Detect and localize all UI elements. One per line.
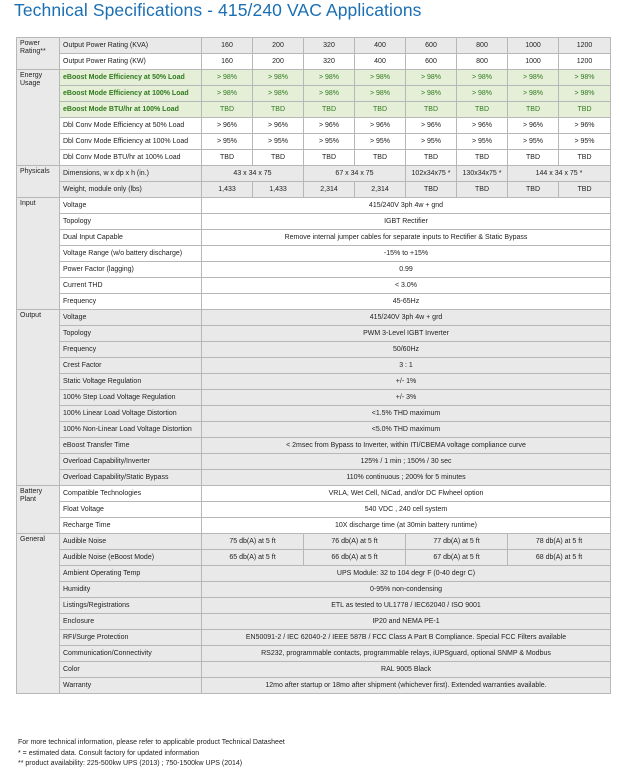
row-label: Voltage [60,198,202,214]
cell: 2,314 [304,182,355,198]
cell: TBD [508,182,559,198]
table-row [17,310,611,326]
spec-table [16,37,611,694]
cell: > 96% [355,118,406,134]
cell: TBD [202,150,253,166]
table-row [17,406,611,422]
row-label: Frequency [60,294,202,310]
cell: 800 [457,38,508,54]
cell: 160 [202,38,253,54]
cell: 800 [457,54,508,70]
cell: > 98% [355,70,406,86]
row-label: 100% Step Load Voltage Regulation [60,390,202,406]
cell: 65 db(A) at 5 ft [202,550,304,566]
row-label: eBoost Mode Efficiency at 100% Load [60,86,202,102]
table-row [17,246,611,262]
cell: 77 db(A) at 5 ft [406,534,508,550]
cell: 400 [355,54,406,70]
row-label: Power Factor (lagging) [60,262,202,278]
row-label: Voltage [60,310,202,326]
row-label: Frequency [60,342,202,358]
cell: 0-95% non-condensing [202,582,611,598]
cell: <1.5% THD maximum [202,406,611,422]
table-row [17,566,611,582]
table-row [17,550,611,566]
cell: > 95% [406,134,457,150]
row-label: Dual Input Capable [60,230,202,246]
section-battery: Battery Plant [17,486,60,534]
row-label: Color [60,662,202,678]
cell: 75 db(A) at 5 ft [202,534,304,550]
cell: 1200 [559,54,611,70]
cell: > 95% [304,134,355,150]
cell: 67 db(A) at 5 ft [406,550,508,566]
cell: > 96% [304,118,355,134]
row-label: Float Voltage [60,502,202,518]
cell: 1200 [559,38,611,54]
cell: > 98% [457,86,508,102]
cell: 160 [202,54,253,70]
cell: > 98% [559,86,611,102]
row-label: Ambient Operating Temp [60,566,202,582]
cell: 1000 [508,38,559,54]
table-row [17,390,611,406]
table-row [17,326,611,342]
table-row [17,662,611,678]
cell: IP20 and NEMA PE-1 [202,614,611,630]
table-row [17,470,611,486]
table-row [17,502,611,518]
table-row [17,646,611,662]
row-label: Current THD [60,278,202,294]
cell: 78 db(A) at 5 ft [508,534,611,550]
table-row [17,150,611,166]
cell: 320 [304,54,355,70]
row-label: Compatible Technologies [60,486,202,502]
table-row [17,486,611,502]
cell: > 98% [304,86,355,102]
cell: 125% / 1 min ; 150% / 30 sec [202,454,611,470]
cell: TBD [253,102,304,118]
row-label: Communication/Connectivity [60,646,202,662]
row-label: Audible Noise [60,534,202,550]
row-label: Overload Capability/Inverter [60,454,202,470]
cell: 1,433 [202,182,253,198]
cell: 320 [304,38,355,54]
cell: TBD [202,102,253,118]
cell: 1,433 [253,182,304,198]
cell: > 98% [202,70,253,86]
row-label: Weight, module only (lbs) [60,182,202,198]
section-general: General [17,534,60,694]
row-label: Static Voltage Regulation [60,374,202,390]
cell: > 96% [457,118,508,134]
table-row [17,86,611,102]
cell: RS232, programmable contacts, programmable relays, iUPSguard, optional SNMP & Modbus [202,646,611,662]
cell: TBD [406,150,457,166]
cell: > 95% [253,134,304,150]
cell: +/- 3% [202,390,611,406]
cell: 3 : 1 [202,358,611,374]
cell: RAL 9005 Black [202,662,611,678]
cell: <5.0% THD maximum [202,422,611,438]
row-label: Dbl Conv Mode BTU/hr at 100% Load [60,150,202,166]
row-label: Voltage Range (w/o battery discharge) [60,246,202,262]
cell: TBD [508,150,559,166]
cell: 540 VDC , 240 cell system [202,502,611,518]
cell: UPS Module: 32 to 104 degr F (0-40 degr C) [202,566,611,582]
table-row [17,38,611,54]
cell: < 2msec from Bypass to Inverter, within ITI/CBEMA voltage compliance curve [202,438,611,454]
cell: TBD [355,102,406,118]
table-row [17,518,611,534]
table-row [17,342,611,358]
cell: TBD [253,150,304,166]
table-row [17,118,611,134]
footnotes [18,738,285,770]
cell: 66 db(A) at 5 ft [304,550,406,566]
cell: -15% to +15% [202,246,611,262]
cell: TBD [457,150,508,166]
cell: EN50091-2 / IEC 62040-2 / IEEE 587B / FCC Class A Part B Compliance. Special FCC Filters available [202,630,611,646]
cell: > 98% [508,86,559,102]
row-label: Topology [60,326,202,342]
row-label: Crest Factor [60,358,202,374]
cell: 130x34x75 * [457,166,508,182]
footnote: ** product availability: 225-500kw UPS (2013) ; 750-1500kw UPS (2014) [18,760,243,767]
cell: > 98% [253,86,304,102]
cell: TBD [457,102,508,118]
cell: VRLA, Wet Cell, NiCad, and/or DC Flwheel option [202,486,611,502]
table-row [17,678,611,694]
table-row [17,230,611,246]
row-label: eBoost Transfer Time [60,438,202,454]
cell: 102x34x75 * [406,166,457,182]
row-label: RFI/Surge Protection [60,630,202,646]
row-label: Output Power Rating (KW) [60,54,202,70]
cell: > 95% [457,134,508,150]
table-row [17,438,611,454]
table-row [17,582,611,598]
table-row [17,614,611,630]
row-label: Output Power Rating (KVA) [60,38,202,54]
table-row [17,166,611,182]
cell: > 96% [406,118,457,134]
row-label: Humidity [60,582,202,598]
row-label: 100% Non-Linear Load Voltage Distortion [60,422,202,438]
cell: 600 [406,38,457,54]
cell: TBD [559,182,611,198]
cell: 1000 [508,54,559,70]
row-label: eBoost Mode Efficiency at 50% Load [60,70,202,86]
cell: 0.99 [202,262,611,278]
cell: 200 [253,54,304,70]
cell: > 98% [508,70,559,86]
cell: TBD [457,182,508,198]
cell: > 95% [508,134,559,150]
cell: 50/60Hz [202,342,611,358]
cell: TBD [304,102,355,118]
cell: 415/240V 3ph 4w + grd [202,310,611,326]
row-label: Dimensions, w x dp x h (in.) [60,166,202,182]
table-row [17,54,611,70]
cell: Remove internal jumper cables for separate inputs to Rectifier & Static Bypass [202,230,611,246]
table-row [17,262,611,278]
cell: > 98% [253,70,304,86]
cell: 400 [355,38,406,54]
row-label: Listings/Registrations [60,598,202,614]
cell: > 95% [559,134,611,150]
cell: 43 x 34 x 75 [202,166,304,182]
cell: > 98% [559,70,611,86]
cell: > 96% [253,118,304,134]
footnote: For more technical information, please refer to applicable product Technical Datasheet [18,739,285,746]
cell: ETL as tested to UL1778 / IEC62040 / ISO 9001 [202,598,611,614]
row-label: Overload Capability/Static Bypass [60,470,202,486]
table-row [17,278,611,294]
cell: 68 db(A) at 5 ft [508,550,611,566]
table-row [17,598,611,614]
row-label: Dbl Conv Mode Efficiency at 50% Load [60,118,202,134]
table-row [17,214,611,230]
row-label: Enclosure [60,614,202,630]
cell: 12mo after startup or 18mo after shipment (whichever first). Extended warranties available. [202,678,611,694]
cell: > 98% [202,86,253,102]
page-title: Technical Specifications - 415/240 VAC Applications [14,0,422,20]
cell: 144 x 34 x 75 * [508,166,611,182]
row-label: Topology [60,214,202,230]
table-row [17,182,611,198]
cell: 2,314 [355,182,406,198]
table-row [17,134,611,150]
cell: > 95% [355,134,406,150]
cell: > 95% [202,134,253,150]
section-input: Input [17,198,60,310]
row-label: 100% Linear Load Voltage Distortion [60,406,202,422]
row-label: Dbl Conv Mode Efficiency at 100% Load [60,134,202,150]
cell: PWM 3-Level IGBT Inverter [202,326,611,342]
table-row [17,294,611,310]
cell: 45-65Hz [202,294,611,310]
cell: TBD [406,102,457,118]
table-row [17,374,611,390]
table-row [17,70,611,86]
row-label: eBoost Mode BTU/hr at 100% Load [60,102,202,118]
cell: TBD [508,102,559,118]
cell: TBD [304,150,355,166]
cell: > 98% [304,70,355,86]
section-output: Output [17,310,60,486]
cell: > 96% [202,118,253,134]
cell: > 98% [457,70,508,86]
cell: > 96% [559,118,611,134]
cell: 76 db(A) at 5 ft [304,534,406,550]
cell: > 98% [406,86,457,102]
cell: 200 [253,38,304,54]
row-label: Recharge Time [60,518,202,534]
table-row [17,534,611,550]
cell: TBD [406,182,457,198]
cell: +/- 1% [202,374,611,390]
cell: IGBT Rectifier [202,214,611,230]
cell: TBD [559,150,611,166]
table-row [17,102,611,118]
table-row [17,454,611,470]
cell: > 98% [355,86,406,102]
table-row [17,358,611,374]
cell: 110% continuous ; 200% for 5 minutes [202,470,611,486]
cell: 415/240V 3ph 4w + gnd [202,198,611,214]
cell: < 3.0% [202,278,611,294]
table-row [17,198,611,214]
section-power: Power Rating** [17,38,60,70]
cell: 67 x 34 x 75 [304,166,406,182]
row-label: Warranty [60,678,202,694]
table-row [17,630,611,646]
footnote: * = estimated data. Consult factory for updated information [18,749,200,757]
row-label: Audible Noise (eBoost Mode) [60,550,202,566]
cell: 10X discharge time (at 30min battery runtime) [202,518,611,534]
section-energy: Energy Usage [17,70,60,166]
cell: TBD [559,102,611,118]
cell: 600 [406,54,457,70]
cell: > 98% [406,70,457,86]
cell: TBD [355,150,406,166]
table-row [17,422,611,438]
section-physicals: Physicals [17,166,60,198]
cell: > 96% [508,118,559,134]
